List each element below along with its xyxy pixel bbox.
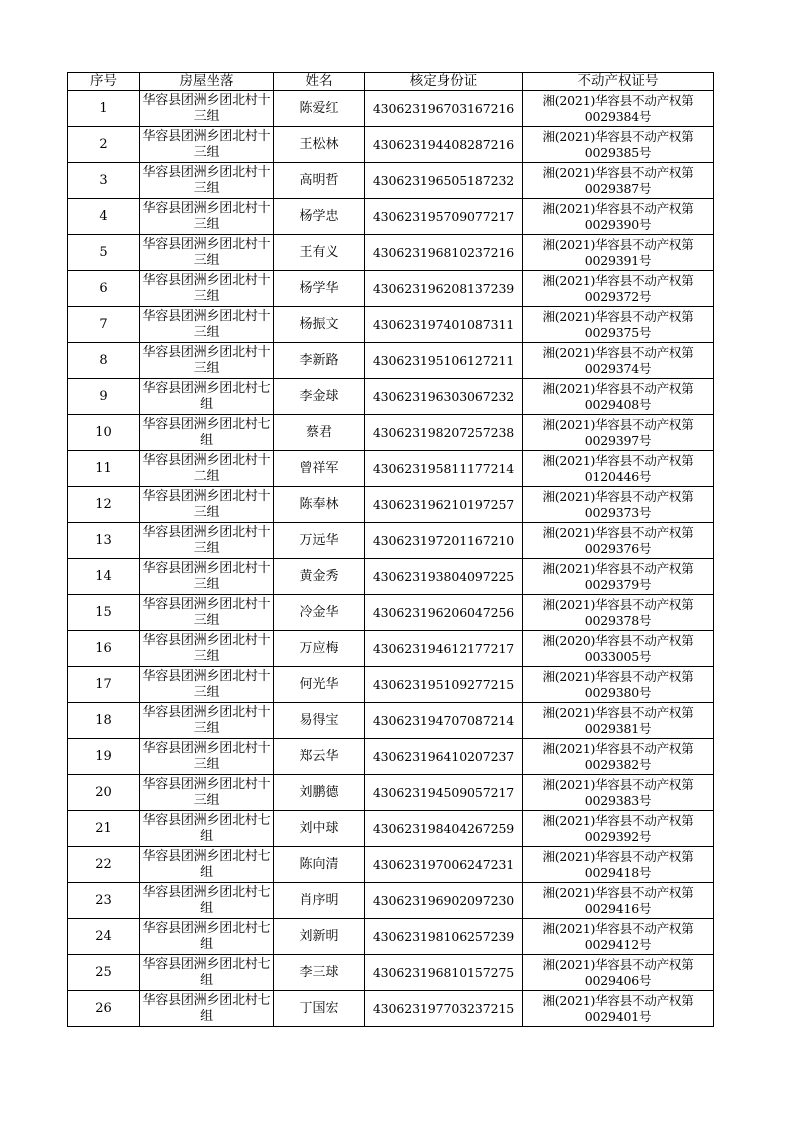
row-number-cell: 21 (68, 811, 140, 847)
table-body (68, 91, 714, 1027)
row-number-cell: 1 (68, 91, 140, 127)
row-number-cell: 17 (68, 667, 140, 703)
row-number-cell: 15 (68, 595, 140, 631)
id-number-cell: 430623197401087311 (365, 307, 523, 343)
certificate-number-cell: 湘(2021)华容县不动产权第0029418号 (523, 847, 714, 883)
table-row (68, 343, 714, 379)
id-number-cell: 430623196902097230 (365, 883, 523, 919)
id-number-cell: 430623194408287216 (365, 127, 523, 163)
owner-name-cell: 陈爱红 (274, 91, 365, 127)
certificate-number-cell: 湘(2021)华容县不动产权第0029380号 (523, 667, 714, 703)
certificate-number-cell: 湘(2021)华容县不动产权第0029375号 (523, 307, 714, 343)
owner-name-cell: 李金球 (274, 379, 365, 415)
property-rights-table (67, 72, 714, 1027)
table-row (68, 271, 714, 307)
row-number-cell: 9 (68, 379, 140, 415)
house-location-cell: 华容县团洲乡团北村七组 (140, 847, 274, 883)
row-number-cell: 23 (68, 883, 140, 919)
id-number-cell: 430623196206047256 (365, 595, 523, 631)
id-number-cell: 430623197201167210 (365, 523, 523, 559)
id-number-cell: 430623197703237215 (365, 991, 523, 1027)
id-number-cell: 430623196410207237 (365, 739, 523, 775)
owner-name-cell: 蔡君 (274, 415, 365, 451)
table-row (68, 559, 714, 595)
owner-name-cell: 李新路 (274, 343, 365, 379)
table-row (68, 235, 714, 271)
id-number-cell: 430623198207257238 (365, 415, 523, 451)
table-row (68, 307, 714, 343)
owner-name-cell: 李三球 (274, 955, 365, 991)
house-location-cell: 华容县团洲乡团北村七组 (140, 379, 274, 415)
owner-name-cell: 冷金华 (274, 595, 365, 631)
table-row (68, 199, 714, 235)
owner-name-cell: 易得宝 (274, 703, 365, 739)
row-number-cell: 24 (68, 919, 140, 955)
row-number-cell: 18 (68, 703, 140, 739)
table-row (68, 811, 714, 847)
header-certificate: 不动产权证号 (523, 73, 714, 91)
owner-name-cell: 杨振文 (274, 307, 365, 343)
id-number-cell: 430623196505187232 (365, 163, 523, 199)
table-row (68, 739, 714, 775)
row-number-cell: 6 (68, 271, 140, 307)
house-location-cell: 华容县团洲乡团北村十三组 (140, 307, 274, 343)
row-number-cell: 19 (68, 739, 140, 775)
id-number-cell: 430623196703167216 (365, 91, 523, 127)
house-location-cell: 华容县团洲乡团北村十三组 (140, 667, 274, 703)
owner-name-cell: 刘鹏德 (274, 775, 365, 811)
owner-name-cell: 郑云华 (274, 739, 365, 775)
id-number-cell: 430623195106127211 (365, 343, 523, 379)
certificate-number-cell: 湘(2021)华容县不动产权第0120446号 (523, 451, 714, 487)
house-location-cell: 华容县团洲乡团北村十三组 (140, 523, 274, 559)
id-number-cell: 430623196303067232 (365, 379, 523, 415)
certificate-number-cell: 湘(2021)华容县不动产权第0029372号 (523, 271, 714, 307)
house-location-cell: 华容县团洲乡团北村十三组 (140, 199, 274, 235)
table-row (68, 991, 714, 1027)
owner-name-cell: 万应梅 (274, 631, 365, 667)
certificate-number-cell: 湘(2021)华容县不动产权第0029378号 (523, 595, 714, 631)
owner-name-cell: 高明哲 (274, 163, 365, 199)
house-location-cell: 华容县团洲乡团北村十三组 (140, 127, 274, 163)
table-row (68, 415, 714, 451)
certificate-number-cell: 湘(2021)华容县不动产权第0029383号 (523, 775, 714, 811)
certificate-number-cell: 湘(2021)华容县不动产权第0029376号 (523, 523, 714, 559)
id-number-cell: 430623198404267259 (365, 811, 523, 847)
house-location-cell: 华容县团洲乡团北村十三组 (140, 271, 274, 307)
certificate-number-cell: 湘(2021)华容县不动产权第0029406号 (523, 955, 714, 991)
table-row (68, 847, 714, 883)
header-name: 姓名 (274, 73, 365, 91)
id-number-cell: 430623196208137239 (365, 271, 523, 307)
row-number-cell: 12 (68, 487, 140, 523)
house-location-cell: 华容县团洲乡团北村七组 (140, 991, 274, 1027)
table-row (68, 91, 714, 127)
certificate-number-cell: 湘(2021)华容县不动产权第0029408号 (523, 379, 714, 415)
table-header-row (68, 73, 714, 91)
certificate-number-cell: 湘(2021)华容县不动产权第0029384号 (523, 91, 714, 127)
owner-name-cell: 肖序明 (274, 883, 365, 919)
table-row (68, 127, 714, 163)
owner-name-cell: 陈向清 (274, 847, 365, 883)
row-number-cell: 5 (68, 235, 140, 271)
table-row (68, 595, 714, 631)
table-row (68, 631, 714, 667)
table-row (68, 379, 714, 415)
house-location-cell: 华容县团洲乡团北村十三组 (140, 703, 274, 739)
owner-name-cell: 曾祥军 (274, 451, 365, 487)
house-location-cell: 华容县团洲乡团北村十三组 (140, 559, 274, 595)
house-location-cell: 华容县团洲乡团北村十三组 (140, 739, 274, 775)
id-number-cell: 430623196210197257 (365, 487, 523, 523)
row-number-cell: 3 (68, 163, 140, 199)
header-location: 房屋坐落 (140, 73, 274, 91)
owner-name-cell: 王有义 (274, 235, 365, 271)
id-number-cell: 430623195109277215 (365, 667, 523, 703)
table-row (68, 919, 714, 955)
house-location-cell: 华容县团洲乡团北村十三组 (140, 595, 274, 631)
id-number-cell: 430623196810157275 (365, 955, 523, 991)
row-number-cell: 8 (68, 343, 140, 379)
row-number-cell: 22 (68, 847, 140, 883)
owner-name-cell: 杨学华 (274, 271, 365, 307)
house-location-cell: 华容县团洲乡团北村七组 (140, 415, 274, 451)
row-number-cell: 11 (68, 451, 140, 487)
row-number-cell: 20 (68, 775, 140, 811)
table-row (68, 955, 714, 991)
id-number-cell: 430623193804097225 (365, 559, 523, 595)
row-number-cell: 26 (68, 991, 140, 1027)
certificate-number-cell: 湘(2021)华容县不动产权第0029381号 (523, 703, 714, 739)
header-no: 序号 (68, 73, 140, 91)
house-location-cell: 华容县团洲乡团北村十三组 (140, 235, 274, 271)
house-location-cell: 华容县团洲乡团北村七组 (140, 919, 274, 955)
row-number-cell: 2 (68, 127, 140, 163)
row-number-cell: 7 (68, 307, 140, 343)
owner-name-cell: 陈奉林 (274, 487, 365, 523)
house-location-cell: 华容县团洲乡团北村十三组 (140, 91, 274, 127)
certificate-number-cell: 湘(2021)华容县不动产权第0029392号 (523, 811, 714, 847)
house-location-cell: 华容县团洲乡团北村十三组 (140, 163, 274, 199)
owner-name-cell: 黄金秀 (274, 559, 365, 595)
certificate-number-cell: 湘(2021)华容县不动产权第0029391号 (523, 235, 714, 271)
certificate-number-cell: 湘(2021)华容县不动产权第0029379号 (523, 559, 714, 595)
certificate-number-cell: 湘(2021)华容县不动产权第0029416号 (523, 883, 714, 919)
certificate-number-cell: 湘(2021)华容县不动产权第0029387号 (523, 163, 714, 199)
row-number-cell: 14 (68, 559, 140, 595)
owner-name-cell: 万远华 (274, 523, 365, 559)
certificate-number-cell: 湘(2021)华容县不动产权第0029385号 (523, 127, 714, 163)
id-number-cell: 430623194509057217 (365, 775, 523, 811)
id-number-cell: 430623196810237216 (365, 235, 523, 271)
certificate-number-cell: 湘(2021)华容县不动产权第0029382号 (523, 739, 714, 775)
house-location-cell: 华容县团洲乡团北村十三组 (140, 775, 274, 811)
id-number-cell: 430623195709077217 (365, 199, 523, 235)
certificate-number-cell: 湘(2020)华容县不动产权第0033005号 (523, 631, 714, 667)
id-number-cell: 430623194612177217 (365, 631, 523, 667)
house-location-cell: 华容县团洲乡团北村十二组 (140, 451, 274, 487)
owner-name-cell: 刘新明 (274, 919, 365, 955)
table-row (68, 775, 714, 811)
row-number-cell: 13 (68, 523, 140, 559)
house-location-cell: 华容县团洲乡团北村七组 (140, 883, 274, 919)
table-row (68, 667, 714, 703)
certificate-number-cell: 湘(2021)华容县不动产权第0029390号 (523, 199, 714, 235)
owner-name-cell: 何光华 (274, 667, 365, 703)
certificate-number-cell: 湘(2021)华容县不动产权第0029412号 (523, 919, 714, 955)
table-row (68, 883, 714, 919)
id-number-cell: 430623195811177214 (365, 451, 523, 487)
owner-name-cell: 杨学忠 (274, 199, 365, 235)
certificate-number-cell: 湘(2021)华容县不动产权第0029373号 (523, 487, 714, 523)
row-number-cell: 4 (68, 199, 140, 235)
house-location-cell: 华容县团洲乡团北村十三组 (140, 487, 274, 523)
header-id-number: 核定身份证 (365, 73, 523, 91)
certificate-number-cell: 湘(2021)华容县不动产权第0029401号 (523, 991, 714, 1027)
owner-name-cell: 王松林 (274, 127, 365, 163)
table-row (68, 163, 714, 199)
house-location-cell: 华容县团洲乡团北村七组 (140, 955, 274, 991)
row-number-cell: 16 (68, 631, 140, 667)
id-number-cell: 430623194707087214 (365, 703, 523, 739)
house-location-cell: 华容县团洲乡团北村七组 (140, 811, 274, 847)
owner-name-cell: 刘中球 (274, 811, 365, 847)
row-number-cell: 10 (68, 415, 140, 451)
house-location-cell: 华容县团洲乡团北村十三组 (140, 631, 274, 667)
id-number-cell: 430623198106257239 (365, 919, 523, 955)
certificate-number-cell: 湘(2021)华容县不动产权第0029374号 (523, 343, 714, 379)
row-number-cell: 25 (68, 955, 140, 991)
owner-name-cell: 丁国宏 (274, 991, 365, 1027)
certificate-number-cell: 湘(2021)华容县不动产权第0029397号 (523, 415, 714, 451)
table-row (68, 703, 714, 739)
table-row (68, 451, 714, 487)
id-number-cell: 430623197006247231 (365, 847, 523, 883)
table-row (68, 487, 714, 523)
house-location-cell: 华容县团洲乡团北村十三组 (140, 343, 274, 379)
table-row (68, 523, 714, 559)
